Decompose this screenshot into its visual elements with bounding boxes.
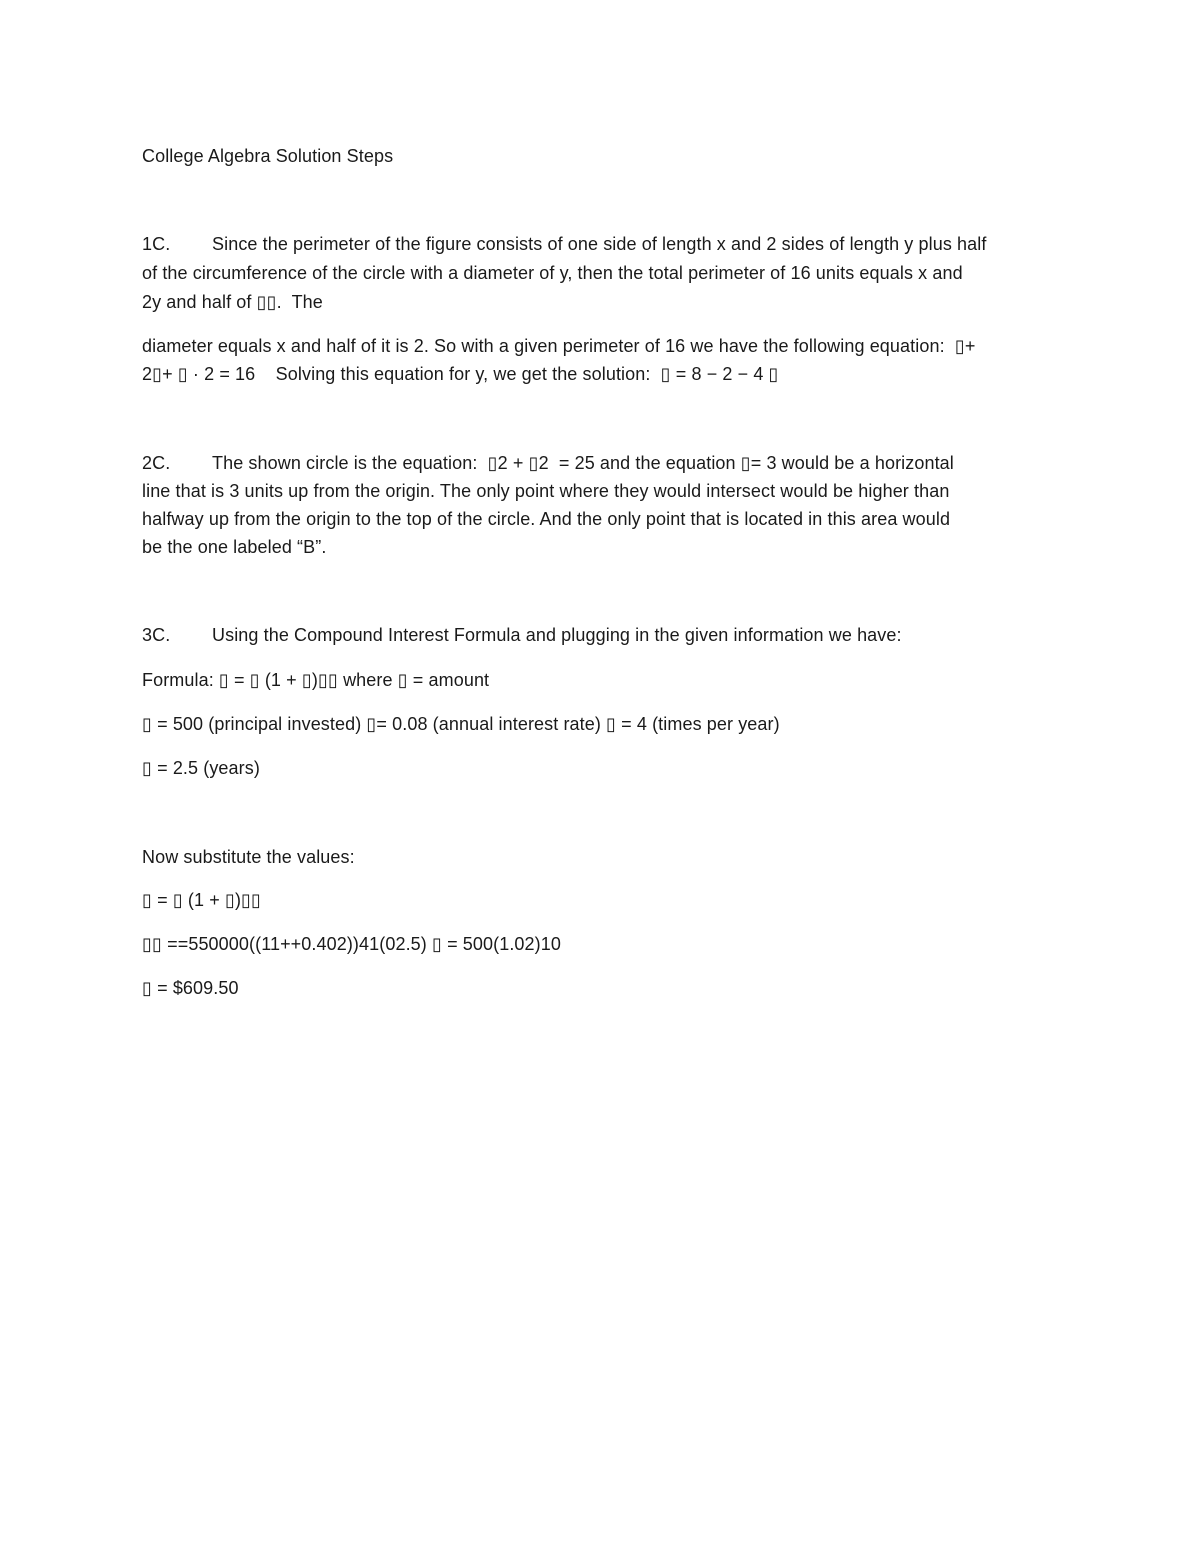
q1-first-line	[142, 232, 986, 256]
q1-text-line2: of the circumference of the circle with a diameter of y, then the total perimeter of 16 units equals x and	[142, 263, 963, 283]
q3-substitute-heading: Now substitute the values:	[142, 847, 355, 867]
q2-text-line2: line that is 3 units up from the origin. The only point where they would intersect would be higher than	[142, 481, 950, 501]
q1-number: 1C.	[142, 234, 171, 254]
q1-text-line3: 2y and half of ▯▯. The	[142, 292, 323, 312]
q3-variables-line1: ▯ = 500 (principal invested) ▯= 0.08 (annual interest rate) ▯ = 4 (times per year)	[142, 714, 780, 734]
q2-text-line1: The shown circle is the equation: ▯2 + ▯2 = 25 and the equation ▯= 3 would be a horizontal	[212, 453, 954, 473]
q3-number: 3C.	[142, 625, 171, 645]
q1-text-line1: Since the perimeter of the figure consists of one side of length x and 2 sides of length y plus half	[212, 234, 987, 254]
q3-formula: Formula: ▯ = ▯ (1 + ▯)▯▯ where ▯ = amount	[142, 670, 490, 690]
q2-text-line3: halfway up from the origin to the top of the circle. And the only point that is located in this area would	[142, 509, 951, 529]
q3-step1: ▯ = ▯ (1 + ▯)▯▯	[142, 890, 262, 910]
q3-step2: ▯▯ ==550000((11++0.402))41(02.5) ▯ = 500(1.02)10	[142, 934, 561, 954]
q3-first-line	[142, 623, 902, 647]
q3-variables-line2: ▯ = 2.5 (years)	[142, 758, 260, 778]
q1-text-line4: diameter equals x and half of it is 2. So with a given perimeter of 16 we have the following equation: ▯+	[142, 336, 976, 356]
q2-text-line4: be the one labeled “B”.	[142, 537, 327, 557]
document-title: College Algebra Solution Steps	[142, 146, 394, 166]
q2-first-line	[142, 451, 954, 475]
q3-result: ▯ = $609.50	[142, 978, 239, 998]
q3-text-line1: Using the Compound Interest Formula and plugging in the given information we have:	[212, 625, 902, 645]
q1-text-line5: 2▯+ ▯ · 2 = 16 Solving this equation for y, we get the solution: ▯ = 8 − 2 − 4 ▯	[142, 364, 779, 384]
q2-number: 2C.	[142, 453, 171, 473]
